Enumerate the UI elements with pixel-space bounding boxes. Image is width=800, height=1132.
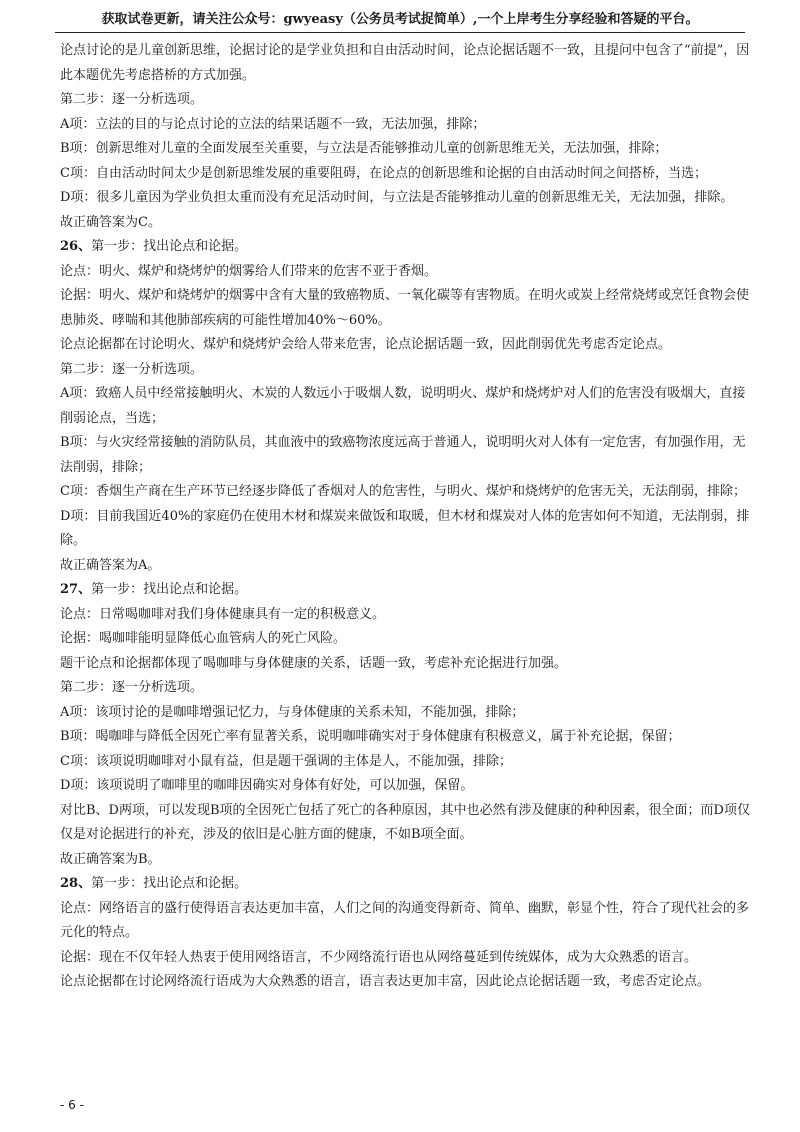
step-label: 第一步：找出论点和论据。 [91,582,248,597]
paragraph: 论点讨论的是儿童创新思维，论据讨论的是学业负担和自由活动时间，论点论据话题不一致，且提问中包含了“前提”，因此本题优先考虑搭桥的方式加强。 [60,43,750,83]
paragraph: A项：立法的目的与论点讨论的立法的结果话题不一致，无法加强，排除； [60,116,486,132]
paragraph: 论点论据都在讨论明火、煤炉和烧烤炉会给人带来危害，论点论据话题一致，因此削弱优先考虑否定论点。 [60,337,672,352]
paragraph: B项：创新思维对儿童的全面发展至关重要，与立法是否能够推动儿童的创新思维无关，无法加强，排除； [60,141,668,156]
paragraph: D项：目前我国近40%的家庭仍在使用木材和煤炭来做饭和取暖，但木材和煤炭对人体的危害如何不知道，无法削弱，排除。 [60,508,750,548]
paragraph: B项：喝咖啡与降低全因死亡率有显著关系，说明咖啡确实对于身体健康有积极意义，属于补充论据，保留； [60,729,681,744]
question-28-heading [60,872,750,897]
paragraph: 论点：网络语言的盛行使得语言表达更加丰富，人们之间的沟通变得新奇、简单、幽默，彰显个性，符合了现代社会的多元化的特点。 [60,900,750,940]
paragraph: 故正确答案为A。 [60,557,161,573]
page-number: - 6 - [60,1098,84,1112]
question-27-heading [60,578,750,603]
page-header: 获取试卷更新，请关注公众号：gwyeasy（公务员考试捉简单）,一个上岸考生分享经验和答疑的平台。 [55,8,745,33]
paragraph: 题干论点和论据都体现了喝咖啡与身体健康的关系，话题一致，考虑补充论据进行加强。 [60,655,568,671]
paragraph: 第二步：逐一分析选项。 [60,361,204,377]
paragraph: A项：致癌人员中经常接触明火、木炭的人数远小于吸烟人数，说明明火、煤炉和烧烤炉对人们的危害没有吸烟大，直接削弱论点，当选； [60,386,746,426]
paragraph: 第二步：逐一分析选项。 [60,92,204,107]
step-label: 第一步：找出论点和论据。 [91,876,248,891]
question-number: 27、 [60,582,92,597]
paragraph: D项：很多儿童因为学业负担太重而没有充足活动时间，与立法是否能够推动儿童的创新思维无关，无法加强，排除。 [60,190,734,205]
step-label: 第一步：找出论点和论据。 [91,239,248,254]
paragraph: 论点：明火、煤炉和烧烤炉的烟雾给人们带来的危害不亚于香烟。 [60,263,438,279]
paragraph: 论点：日常喝咖啡对我们身体健康具有一定的积极意义。 [60,606,386,622]
paragraph: D项：该项说明了咖啡里的咖啡因确实对身体有好处，可以加强，保留。 [60,778,474,793]
paragraph: 论点论据都在讨论网络流行语成为大众熟悉的语言，语言表达更加丰富，因此论点论据话题一致，考虑否定论点。 [60,974,711,989]
paragraph: C项：该项说明咖啡对小鼠有益，但是题干强调的主体是人，不能加强，排除； [60,753,512,769]
paragraph: 故正确答案为C。 [60,214,161,230]
question-26-heading [60,235,750,260]
question-number: 26、 [60,239,92,254]
question-number: 28、 [60,876,92,891]
paragraph: C项：香烟生产商在生产环节已经逐步降低了香烟对人的危害性，与明火、煤炉和烧烤炉的危害无关，无法削弱，排除； [60,484,746,499]
document-body [60,39,750,995]
paragraph: B项：与火灾经常接触的消防队员，其血液中的致癌物浓度远高于普通人，说明明火对人体有一定危害，有加强作用，无法削弱，排除； [60,435,746,475]
paragraph: C项：自由活动时间太少是创新思维发展的重要阻碍，在论点的创新思维和论据的自由活动时间之间搭桥，当选； [60,165,707,181]
paragraph: 论据：明火、煤炉和烧烤炉的烟雾中含有大量的致癌物质、一氧化碳等有害物质。在明火或炭上经常烧烤或烹饪食物会使患肺炎、哮喘和其他肺部疾病的可能性增加40%～60%。 [60,288,750,328]
paragraph: 故正确答案为B。 [60,851,161,867]
paragraph: A项：该项讨论的是咖啡增强记忆力，与身体健康的关系未知，不能加强，排除； [60,704,525,720]
paragraph: 论据：喝咖啡能明显降低心血管病人的死亡风险。 [60,631,347,646]
paragraph: 论据：现在不仅年轻人热衷于使用网络语言，不少网络流行语也从网络蔓延到传统媒体，成为大众熟悉的语言。 [60,949,698,965]
paragraph: 对比B、D两项，可以发现B项的全因死亡包括了死亡的各种原因，其中也必然有涉及健康的种种因素，很全面；而D项仅仅是对论据进行的补充，涉及的依旧是心脏方面的健康，不如B项全面。 [60,802,750,842]
paragraph: 第二步：逐一分析选项。 [60,680,204,695]
